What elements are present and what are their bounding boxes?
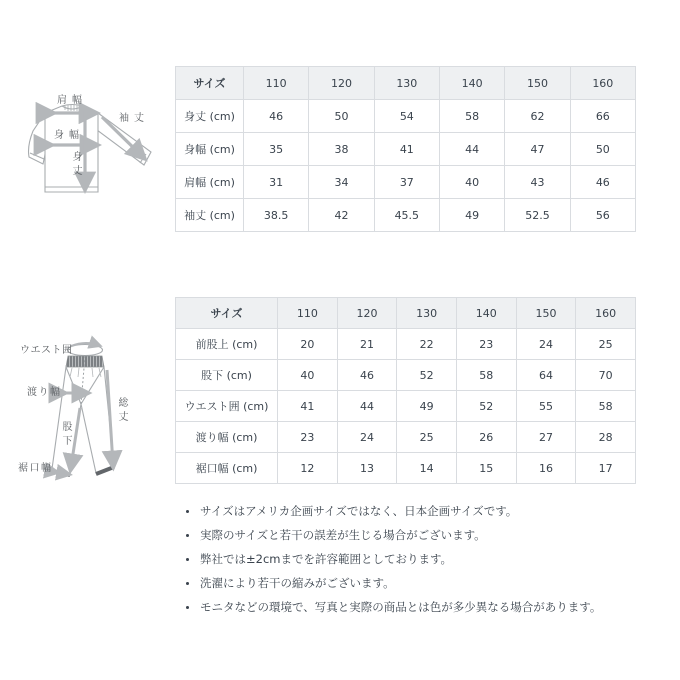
table-row <box>176 329 636 360</box>
table-row <box>176 199 636 232</box>
shoulder-width-label: 肩幅 <box>57 95 87 106</box>
value-cell: 17 <box>576 453 636 484</box>
value-cell: 23 <box>456 329 516 360</box>
notes-list <box>183 504 653 624</box>
value-cell: 35 <box>244 133 309 166</box>
sleeve-length-label: 袖丈 <box>119 113 149 124</box>
size-col-header: 160 <box>576 298 636 329</box>
value-cell: 66 <box>570 100 635 133</box>
table-row <box>176 391 636 422</box>
body-width-label: 身幅 <box>54 130 84 141</box>
bullet-dot <box>186 510 189 513</box>
size-col-header: 140 <box>439 67 504 100</box>
size-col-header: 130 <box>374 67 439 100</box>
bullet-dot <box>186 606 189 609</box>
value-cell: 24 <box>516 329 576 360</box>
table-row <box>176 100 636 133</box>
value-cell: 46 <box>244 100 309 133</box>
note-text: 洗濯により若干の縮みがございます。 <box>200 576 395 590</box>
value-cell: 14 <box>397 453 457 484</box>
row-label: 身幅 (cm) <box>176 133 244 166</box>
size-col-header: 150 <box>505 67 570 100</box>
size-col-header: 140 <box>456 298 516 329</box>
value-cell: 37 <box>374 166 439 199</box>
row-label: 股下 (cm) <box>176 360 278 391</box>
value-cell: 25 <box>576 329 636 360</box>
value-cell: 26 <box>456 422 516 453</box>
value-cell: 52.5 <box>505 199 570 232</box>
size-header: サイズ <box>176 67 244 100</box>
note-text: 弊社では±2cmまでを許容範囲としております。 <box>200 552 453 566</box>
row-label: 身丈 (cm) <box>176 100 244 133</box>
value-cell: 52 <box>397 360 457 391</box>
waist-circumference-label: ウエスト囲 <box>20 345 73 356</box>
value-cell: 44 <box>337 391 397 422</box>
note-item <box>183 552 653 567</box>
pants-diagram <box>10 333 168 491</box>
total-length-label: 総丈 <box>116 397 127 425</box>
value-cell: 25 <box>397 422 457 453</box>
value-cell: 38 <box>309 133 374 166</box>
table-row <box>176 166 636 199</box>
value-cell: 34 <box>309 166 374 199</box>
row-label: ウエスト囲 (cm) <box>176 391 278 422</box>
value-cell: 50 <box>309 100 374 133</box>
size-col-header: 160 <box>570 67 635 100</box>
tops-size-table <box>175 66 636 232</box>
value-cell: 47 <box>505 133 570 166</box>
value-cell: 28 <box>576 422 636 453</box>
row-label: 渡り幅 (cm) <box>176 422 278 453</box>
table-row <box>176 133 636 166</box>
value-cell: 12 <box>278 453 338 484</box>
value-cell: 46 <box>337 360 397 391</box>
shirt-drawing <box>20 82 172 217</box>
note-item <box>183 576 653 591</box>
note-text: サイズはアメリカ企画サイズではなく、日本企画サイズです。 <box>200 504 518 518</box>
pants-outline <box>52 345 114 476</box>
value-cell: 58 <box>439 100 504 133</box>
size-header: サイズ <box>176 298 278 329</box>
value-cell: 45.5 <box>374 199 439 232</box>
value-cell: 70 <box>576 360 636 391</box>
note-item <box>183 528 653 543</box>
row-label: 肩幅 (cm) <box>176 166 244 199</box>
table-row <box>176 453 636 484</box>
table-row <box>176 360 636 391</box>
value-cell: 24 <box>337 422 397 453</box>
table-row <box>176 422 636 453</box>
value-cell: 21 <box>337 329 397 360</box>
value-cell: 31 <box>244 166 309 199</box>
value-cell: 27 <box>516 422 576 453</box>
value-cell: 52 <box>456 391 516 422</box>
value-cell: 43 <box>505 166 570 199</box>
note-item <box>183 504 653 519</box>
bullet-dot <box>186 582 189 585</box>
note-text: モニタなどの環境で、写真と実際の商品とは色が多少異なる場合があります。 <box>200 600 602 614</box>
value-cell: 55 <box>516 391 576 422</box>
value-cell: 41 <box>278 391 338 422</box>
value-cell: 20 <box>278 329 338 360</box>
size-col-header: 110 <box>278 298 338 329</box>
value-cell: 16 <box>516 453 576 484</box>
value-cell: 41 <box>374 133 439 166</box>
header-row <box>176 67 636 100</box>
value-cell: 49 <box>397 391 457 422</box>
bullet-dot <box>186 534 189 537</box>
size-col-header: 120 <box>309 67 374 100</box>
value-cell: 54 <box>374 100 439 133</box>
row-label: 前股上 (cm) <box>176 329 278 360</box>
shirt-diagram <box>20 82 172 217</box>
value-cell: 42 <box>309 199 374 232</box>
value-cell: 58 <box>456 360 516 391</box>
value-cell: 38.5 <box>244 199 309 232</box>
value-cell: 15 <box>456 453 516 484</box>
value-cell: 40 <box>278 360 338 391</box>
size-col-header: 150 <box>516 298 576 329</box>
value-cell: 44 <box>439 133 504 166</box>
value-cell: 49 <box>439 199 504 232</box>
size-col-header: 120 <box>337 298 397 329</box>
value-cell: 46 <box>570 166 635 199</box>
bullet-dot <box>186 558 189 561</box>
inseam-label: 股下 <box>60 421 71 449</box>
size-col-header: 110 <box>244 67 309 100</box>
pants-size-table <box>175 297 636 484</box>
header-row <box>176 298 636 329</box>
thigh-width-label: 渡り幅 <box>27 387 62 398</box>
value-cell: 13 <box>337 453 397 484</box>
note-text: 実際のサイズと若干の誤差が生じる場合がございます。 <box>200 528 486 542</box>
value-cell: 50 <box>570 133 635 166</box>
value-cell: 23 <box>278 422 338 453</box>
row-label: 袖丈 (cm) <box>176 199 244 232</box>
row-label: 裾口幅 (cm) <box>176 453 278 484</box>
value-cell: 58 <box>576 391 636 422</box>
value-cell: 62 <box>505 100 570 133</box>
value-cell: 56 <box>570 199 635 232</box>
body-length-label: 身丈 <box>70 151 81 179</box>
note-item <box>183 600 653 615</box>
hem-width-label: 裾口幅 <box>18 463 53 474</box>
value-cell: 22 <box>397 329 457 360</box>
value-cell: 64 <box>516 360 576 391</box>
size-col-header: 130 <box>397 298 457 329</box>
value-cell: 40 <box>439 166 504 199</box>
